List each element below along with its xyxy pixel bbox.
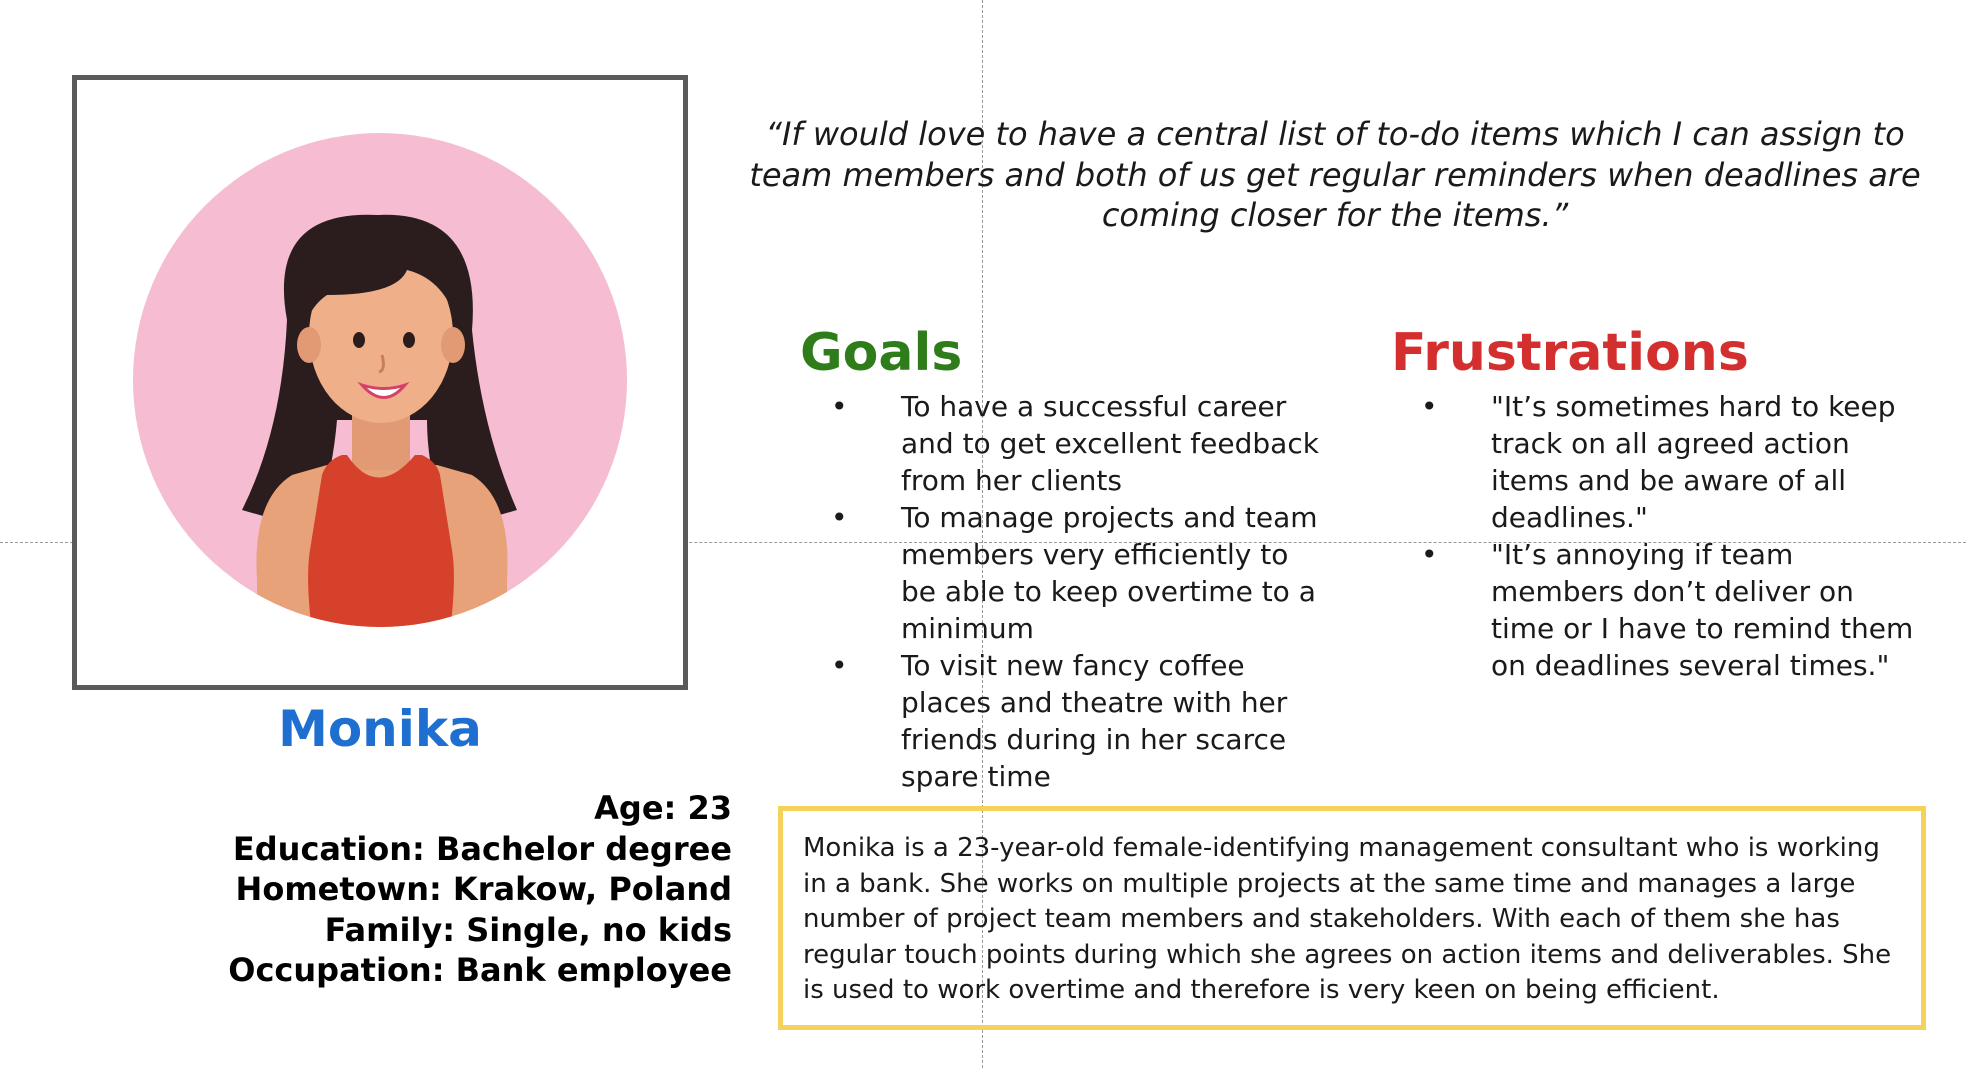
- bio-text: Monika is a 23-year-old female-identifying management consultant who is working in a bank. She works on multiple projects at the same time and manages a large number of project team members and stakeholders. With each of them she has regular touch points during which she agrees on action items and deliverables. She is used to work overtime and therefore is very keen on being efficient.: [803, 833, 1892, 1005]
- ear-right: [441, 327, 465, 363]
- goal-text: To manage projects and team members very efficiently to be able to keep overtime to a minimum: [901, 501, 1318, 645]
- goal-item: [831, 647, 1321, 795]
- persona-photo-frame: [72, 75, 688, 690]
- fact-occupation: Occupation: Bank employee: [228, 951, 732, 989]
- frustration-text: "It’s annoying if team members don’t deliver on time or I have to remind them on deadlines several times.": [1491, 538, 1914, 682]
- frustrations-heading: Frustrations: [1391, 323, 1749, 383]
- persona-avatar-illustration: [77, 80, 683, 685]
- bullet-icon: •: [1421, 390, 1438, 423]
- persona-name: Monika: [278, 700, 482, 758]
- tank-top: [308, 455, 454, 640]
- goal-item: [831, 388, 1321, 499]
- eye-right: [403, 332, 415, 348]
- persona-quote: “If would love to have a central list of to-do items which I can assign to team members and both of us get regular reminders when deadlines are coming closer for the items.”: [749, 115, 1921, 234]
- frustration-item: [1421, 536, 1921, 684]
- persona-facts: [228, 788, 732, 991]
- goals-list: [831, 388, 1321, 795]
- persona-bio: [778, 806, 1926, 1030]
- frustration-text: "It’s sometimes hard to keep track on all agreed action items and be aware of all deadlines.": [1491, 390, 1896, 534]
- fact-education: Education: Bachelor degree: [232, 829, 732, 868]
- goal-text: To visit new fancy coffee places and theatre with her friends during in her scarce spare time: [901, 649, 1288, 793]
- goal-item: [831, 499, 1321, 647]
- frustrations-list: [1421, 388, 1921, 684]
- bullet-icon: •: [831, 390, 848, 423]
- bullet-icon: •: [831, 501, 848, 534]
- fact-family: Family: Single, no kids: [324, 910, 732, 949]
- fact-age: Age: 23: [594, 789, 732, 827]
- goals-heading: Goals: [800, 323, 963, 383]
- goal-text: To have a successful career and to get excellent feedback from her clients: [901, 390, 1319, 497]
- bullet-icon: •: [1421, 538, 1438, 571]
- eye-left: [353, 332, 365, 348]
- frustration-item: [1421, 388, 1921, 536]
- fact-hometown: Hometown: Krakow, Poland: [235, 870, 732, 908]
- bullet-icon: •: [831, 649, 848, 682]
- ear-left: [297, 327, 321, 363]
